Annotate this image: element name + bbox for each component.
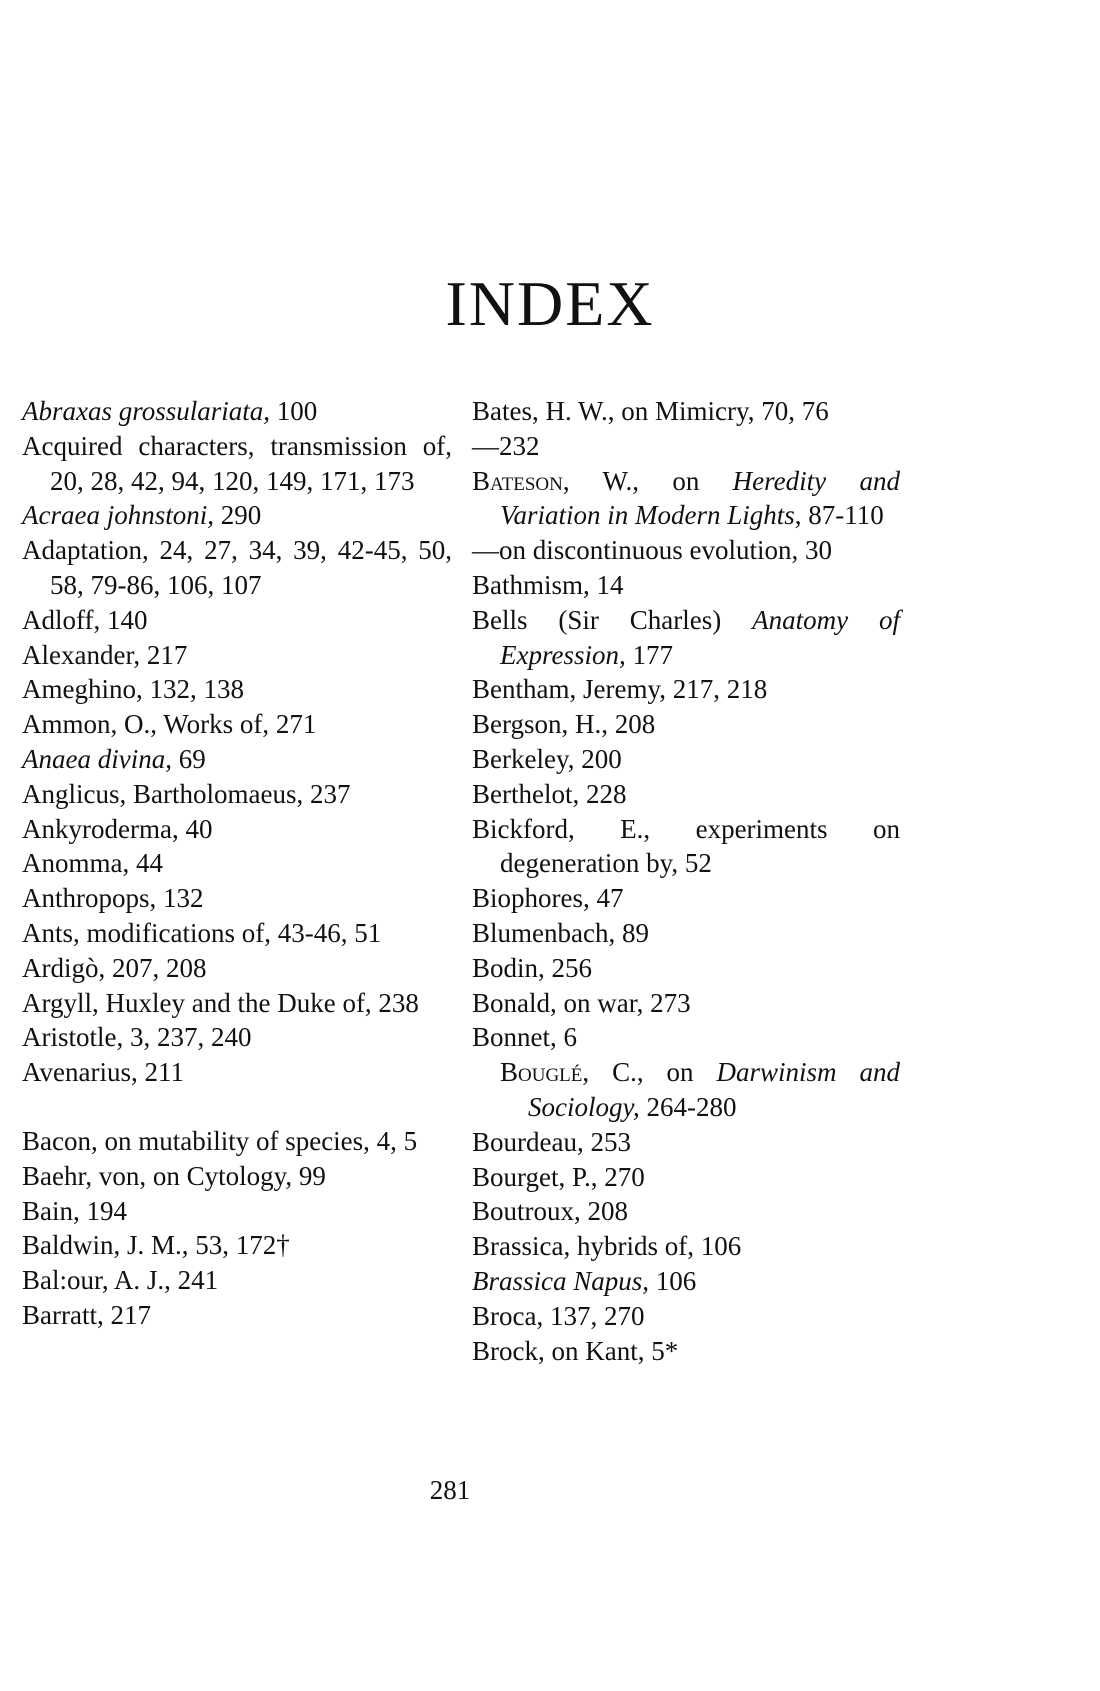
index-entry: Ants, modifications of, 43-46, 51	[22, 917, 382, 948]
index-entry: Bateson, W., on Heredity and Variation in Modern Lights, 87-110	[472, 465, 900, 531]
index-entry: Biophores, 47	[472, 883, 624, 914]
index-entry: Ameghino, 132, 138	[22, 674, 244, 705]
index-entry: Baldwin, J. M., 53, 172†	[22, 1230, 290, 1261]
index-entry: Bonald, on war, 273	[472, 987, 691, 1018]
index-entry: Ankyroderma, 40	[22, 813, 213, 844]
index-entry: Bonnet, 6	[472, 1022, 577, 1053]
index-entry: Barratt, 217	[22, 1299, 151, 1330]
index-entry: Alexander, 217	[22, 639, 188, 670]
index-entry: Abraxas grossulariata, 100	[22, 396, 318, 426]
page-title: INDEX	[445, 268, 655, 339]
index-entry: Bells (Sir Charles) Anatomy of Expression, 177	[472, 604, 900, 670]
index-entry: Bal:our, A. J., 241	[22, 1265, 219, 1296]
index-entry: Bergson, H., 208	[472, 709, 656, 740]
index-entry: Bickford, E., experiments on degeneration by, 52	[472, 813, 900, 879]
index-entry: Argyll, Huxley and the Duke of, 238	[22, 987, 419, 1018]
index-entry: Acquired characters, transmission of, 20, 28, 42, 94, 120, 149, 171, 173	[22, 430, 452, 496]
index-entry: Bentham, Jeremy, 217, 218	[472, 674, 768, 705]
index-entry: Brassica Napus, 106	[472, 1265, 697, 1296]
index-entry: Bourdeau, 253	[472, 1126, 631, 1157]
index-entry: Bodin, 256	[472, 952, 593, 983]
index-column-left	[22, 394, 452, 1333]
index-entry: Baehr, von, on Cytology, 99	[22, 1160, 326, 1191]
index-entry: Bourget, P., 270	[472, 1161, 645, 1192]
index-entry: Berkeley, 200	[472, 743, 622, 774]
index-entry: Berthelot, 228	[472, 778, 627, 809]
index-entry: Boutroux, 208	[472, 1196, 629, 1227]
index-entry: Anaea divina, 69	[22, 743, 206, 774]
index-entry: Aristotle, 3, 237, 240	[22, 1022, 252, 1053]
index-entry: Bathmism, 14	[472, 569, 624, 600]
index-entry: Bates, H. W., on Mimicry, 70, 76	[472, 396, 829, 426]
index-entry: Anomma, 44	[22, 848, 163, 879]
index-entry: —232	[472, 430, 540, 461]
page-number: 281	[429, 1475, 471, 1505]
index-entry: Ammon, O., Works of, 271	[22, 709, 317, 740]
index-entry: Anglicus, Bartholomaeus, 237	[22, 778, 351, 809]
index-entry: Anthropops, 132	[22, 883, 204, 914]
index-entry: Bain, 194	[22, 1195, 127, 1226]
index-entry: Avenarius, 211	[22, 1057, 184, 1088]
index-column-right	[472, 394, 900, 1368]
index-entry: Broca, 137, 270	[472, 1300, 645, 1331]
index-entry: —on discontinuous evolution, 30	[472, 535, 832, 566]
index-entry: Bouglé, C., on Darwinism and Sociology, 264-280	[500, 1057, 900, 1122]
index-entry: Ardigò, 207, 208	[22, 952, 207, 983]
index-entry: Adaptation, 24, 27, 34, 39, 42-45, 50, 58, 79-86, 106, 107	[22, 535, 452, 600]
index-entry: Bacon, on mutability of species, 4, 5	[22, 1125, 418, 1156]
index-entry: Blumenbach, 89	[472, 917, 649, 948]
index-entry: Adloff, 140	[22, 604, 148, 635]
index-entry: Acraea johnstoni, 290	[22, 500, 262, 531]
index-entry: Brock, on Kant, 5*	[472, 1335, 679, 1366]
index-entry: Brassica, hybrids of, 106	[472, 1231, 742, 1262]
